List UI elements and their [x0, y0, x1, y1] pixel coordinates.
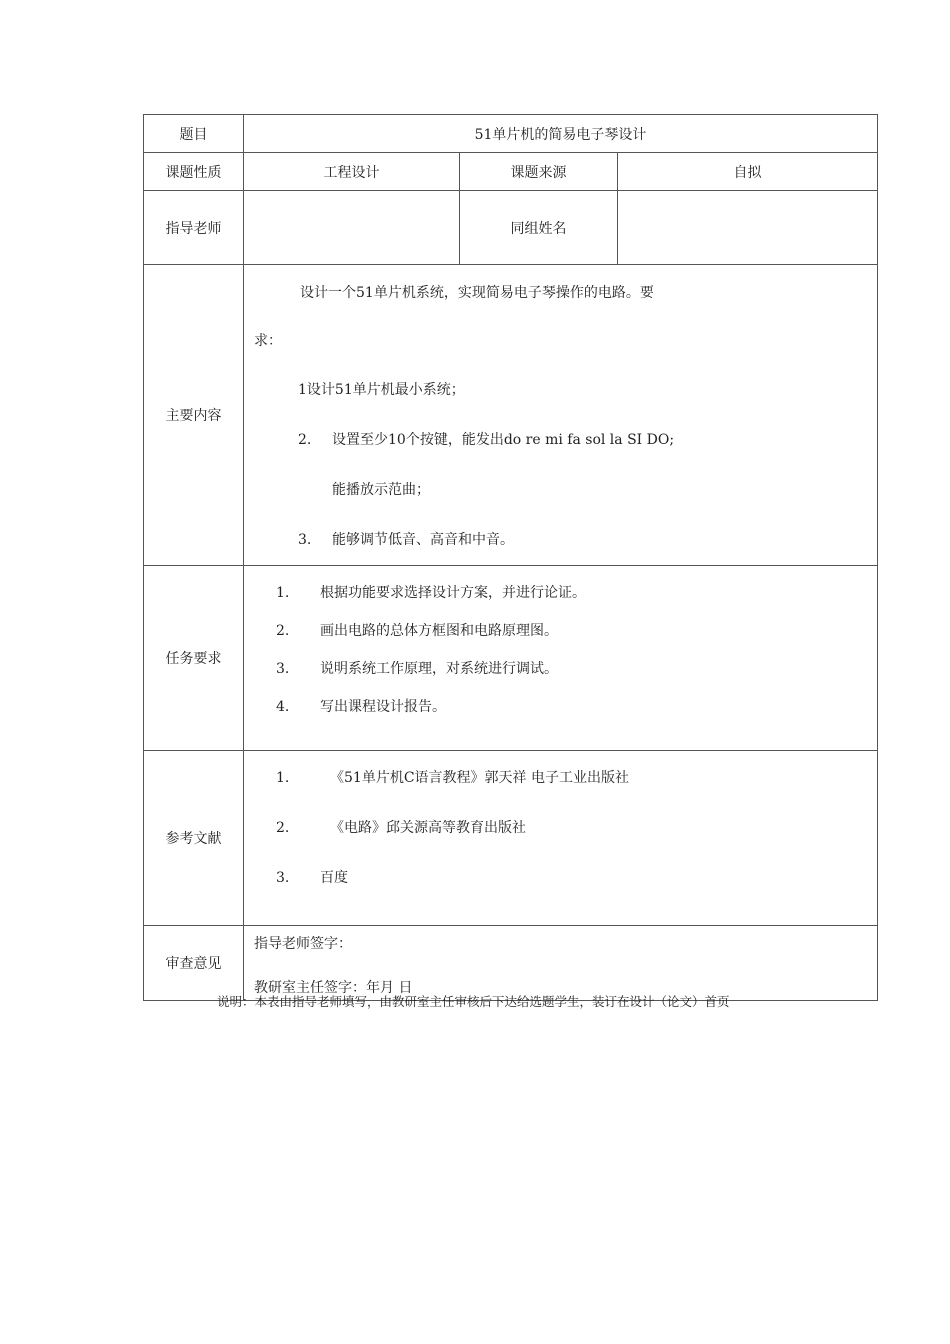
- task-item-text: 写出课程设计报告。: [320, 699, 446, 715]
- ref-list: [244, 751, 877, 925]
- ref-item-text: 百度: [320, 870, 348, 886]
- ref-item-text: 《51单片机C语言教程》郭天祥 电子工业出版社: [330, 770, 629, 786]
- footer-note: 说明：本表由指导老师填写，由教研室主任审核后下达给选题学生，装订在设计（论文）首页: [217, 994, 730, 1009]
- nature-value: 工程设计: [244, 153, 460, 191]
- review-label: 审查意见: [144, 926, 244, 1001]
- task-item-text: 画出电路的总体方框图和电路原理图。: [320, 623, 558, 639]
- content-item-2-continued: 能播放示范曲；: [332, 482, 430, 498]
- title-value: 51单片机的简易电子琴设计: [244, 115, 878, 153]
- content-intro-line-1: 设计一个51单片机系统，实现简易电子琴操作的电路。要: [300, 285, 654, 301]
- content-item-2-num: 2.: [298, 432, 312, 448]
- task-cell: [244, 566, 878, 751]
- row-nature: [144, 153, 878, 191]
- ref-cell: [244, 751, 878, 926]
- group-value: [618, 191, 878, 265]
- content-cell: [244, 265, 878, 566]
- content-label: 主要内容: [144, 265, 244, 566]
- advisor-signature-line: 指导老师签字：: [254, 936, 352, 952]
- task-list: [244, 566, 877, 750]
- content-item-2-text: 设置至少10个按键，能发出do re mi fa sol la SI DO;: [332, 432, 675, 448]
- group-label: 同组姓名: [460, 191, 618, 265]
- task-item-num: 1.: [276, 585, 290, 601]
- task-item: [276, 650, 869, 688]
- row-references: [144, 751, 878, 926]
- task-item: [276, 612, 869, 650]
- task-item-text: 根据功能要求选择设计方案，并进行论证。: [320, 585, 586, 601]
- content-intro: [244, 265, 877, 365]
- nature-label: 课题性质: [144, 153, 244, 191]
- ref-item-num: 1.: [276, 770, 290, 786]
- director-signature-line: 教研室主任签字：年月 日: [254, 980, 413, 996]
- ref-item-num: 2.: [276, 820, 290, 836]
- task-item-text: 说明系统工作原理，对系统进行调试。: [320, 661, 558, 677]
- task-label: 任务要求: [144, 566, 244, 751]
- advisor-value: [244, 191, 460, 265]
- content-item-3-num: 3.: [298, 532, 312, 548]
- task-item-num: 3.: [276, 661, 290, 677]
- row-title: [144, 115, 878, 153]
- advisor-label: 指导老师: [144, 191, 244, 265]
- ref-item: [276, 753, 869, 803]
- review-cell: [244, 926, 878, 1001]
- row-task: [144, 566, 878, 751]
- content-item-2: [298, 415, 869, 465]
- task-item-num: 4.: [276, 699, 290, 715]
- content-intro-line-2: 求：: [254, 333, 282, 349]
- source-value: 自拟: [618, 153, 878, 191]
- ref-item: [276, 853, 869, 903]
- source-label: 课题来源: [460, 153, 618, 191]
- row-main-content: [144, 265, 878, 566]
- task-item: [276, 688, 869, 726]
- ref-item-num: 3.: [276, 870, 290, 886]
- row-advisor: [144, 191, 878, 265]
- ref-item-text: 《电路》邱关源高等教育出版社: [330, 820, 526, 836]
- ref-label: 参考文献: [144, 751, 244, 926]
- task-item: [276, 574, 869, 612]
- ref-item: [276, 803, 869, 853]
- content-item-3: [298, 515, 869, 565]
- content-list: [244, 365, 877, 565]
- row-review: [144, 926, 878, 1001]
- task-item-num: 2.: [276, 623, 290, 639]
- topic-form-table: [143, 114, 878, 1001]
- title-label: 题目: [144, 115, 244, 153]
- content-item-1: 1设计51单片机最小系统；: [298, 382, 465, 398]
- content-item-3-text: 能够调节低音、高音和中音。: [332, 532, 514, 548]
